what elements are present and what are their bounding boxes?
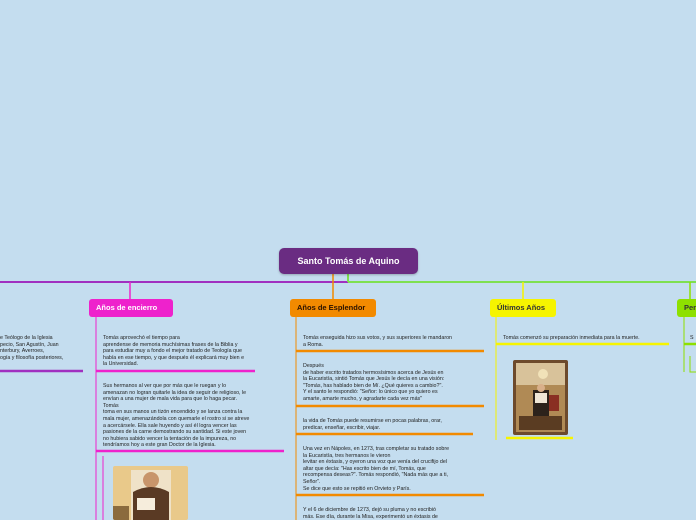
- branch-anos-de-esplendor[interactable]: Años de Esplendor: [290, 299, 376, 317]
- note-esplendor-1[interactable]: Tomás enseguida hizo sus votos, y sus superiores le mandaron a Roma.: [303, 335, 452, 348]
- painting-saint-thomas-vision-image[interactable]: [513, 360, 568, 435]
- branch-partial-right[interactable]: Per: [677, 299, 696, 317]
- painting-artwork: [113, 466, 188, 520]
- painting-artwork: [513, 360, 568, 435]
- note-left-partial[interactable]: e Teólogo de la Iglesia pecio, San Agustín, Juan nterbury, Averroes, ogía y filosofía posteriores,: [0, 335, 64, 361]
- note-esplendor-4[interactable]: Una vez en Nápoles, en 1273, tras completar su tratado sobre la Eucaristía, tres hermanos le vieron levitar en éxtasis, y oyeron una voz que venía del crucifijo del altar que decía: "Has escrito bien de mí, Tomás, que recompensa deseas?". Tomás respondió, "Nada más que a ti, Señor". Se dice que esto se repitió en Orvieto y París.: [303, 446, 450, 492]
- branch-ultimos-anos[interactable]: Últimos Años: [490, 299, 556, 317]
- note-esplendor-2[interactable]: Después de haber escrito tratados hermosísimos acerca de Jesús en la Eucaristía, sintió Tomás que Jesús le decía en una visión: "Tomás, has hablado bien de Mí. ¿Qué quieres a cambio?". Y el santo le respondió: "Señor: lo único que yo quiero es amarte, amarte mucho, y agradarte cada vez más": [303, 363, 445, 402]
- note-partial-right[interactable]: S: [690, 335, 694, 341]
- root-topic[interactable]: Santo Tomás de Aquino: [279, 248, 418, 274]
- painting-saint-thomas-reading-image[interactable]: [113, 466, 188, 520]
- branch-anos-de-encierro[interactable]: Años de encierro: [89, 299, 173, 317]
- note-encierro-1[interactable]: Tomás aprovechó el tiempo para aprendense de memoria muchísimas frases de la Biblia y para estudiar muy a fondo el mejor tratado de Teología que había en ese tiempo, y que después él explicará muy bien e la Universidad.: [103, 335, 245, 368]
- note-esplendor-3[interactable]: la vida de Tomás puede resumirse en pocas palabras, orar, predicar, enseñar, escribir, viajar.: [303, 418, 442, 431]
- note-ultimos-1[interactable]: Tomás comenzó su preparación inmediata para la muerte.: [503, 335, 640, 341]
- note-encierro-2[interactable]: Sus hermanos al ver que por más que le ruegan y lo amenazan no logran quitarle la idea de seguir de religioso, le envían a una mujer de mala vida para que lo haga pecar. Tomás toma en sus manos un tizón encendido y se lanza contra la mala mujer, amenazándola con quemarle el rostro si se atreve a acercársele. Ella sale huyendo y así él logra vencer las pasiones de la carne demostrando su santidad. Si este joven no hubiera sabido vencer la tentación de la impureza, no tendríamos hoy a este gran Doctor de la Iglesia.: [103, 383, 250, 449]
- note-esplendor-5[interactable]: Y el 6 de diciembre de 1273, dejó su pluma y no escribió más. Ese día, durante la Misa, experimentó un éxtasis de: [303, 507, 438, 520]
